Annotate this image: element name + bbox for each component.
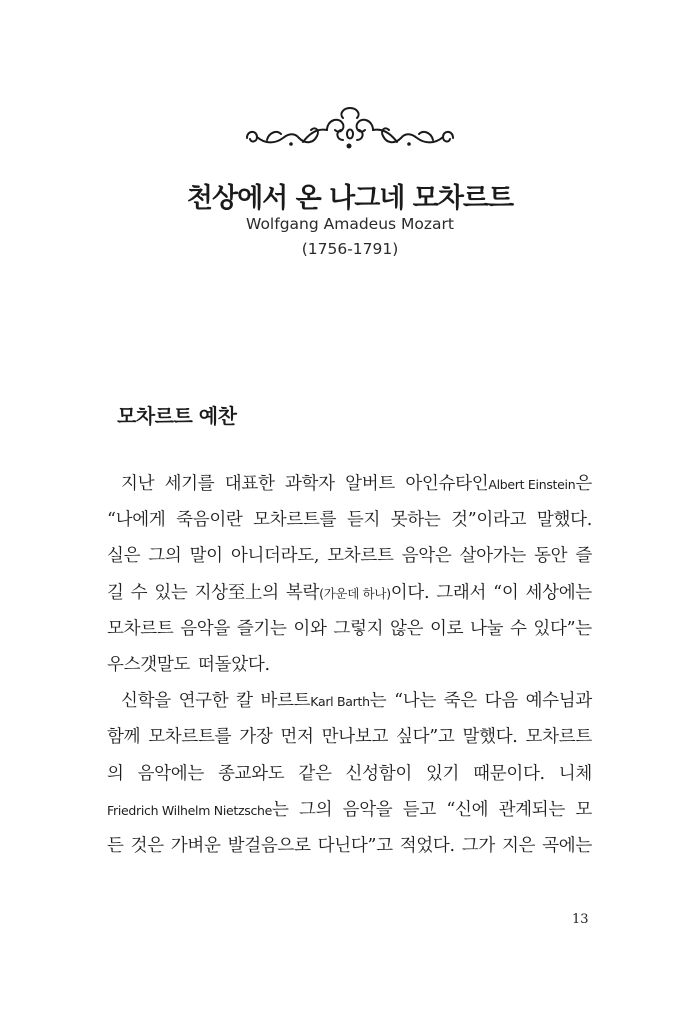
word: 니체 [558,763,592,784]
word: 있기 [425,763,460,784]
word: 다음 [484,691,518,712]
word: 말이 [189,546,223,567]
word: 모차르트 [107,618,174,639]
word: “나는 [394,691,436,712]
text-line [107,542,592,578]
word: 죽은 [443,691,477,712]
word: 세기를 [164,474,215,494]
word: 수 [130,582,148,603]
word: 관계되는 [498,799,565,820]
word: “신에 [446,799,489,820]
composer-years: (1756-1791) [301,240,399,258]
word: 못하는 [390,510,441,531]
word: 신성함이 [345,763,412,784]
word: 음악에는 [137,763,204,784]
word: 길 [107,582,124,603]
word: 알버트 [345,474,395,494]
section-heading: 모차르트 예찬 [117,404,237,428]
word: 우스갯말도 [107,654,191,675]
word: “이 [493,582,519,603]
text-line [107,687,592,723]
text-line [107,651,592,687]
word: 바르트Karl Barth는 [260,691,387,712]
scroll-flourish-ornament-icon [243,100,457,160]
word: 종교와도 [217,763,285,784]
word: 모차르트 [327,546,394,567]
word: 먼저 [280,727,314,748]
word: 가장 [239,727,273,748]
word: 함께 [107,727,141,748]
word: 그의 [148,546,182,567]
text-line [107,470,592,506]
page-number: 13 [572,912,589,927]
word: 만나보고 [321,727,389,748]
word: 모차르트를 [253,510,337,531]
composer-name: Wolfgang Amadeus Mozart [246,215,454,233]
word: 과학자 [284,474,335,494]
word: 말했다. [536,510,592,531]
body-text [107,470,592,868]
word: 대표한 [224,474,275,494]
word: 모차르트를 [148,727,232,748]
text-line [107,506,592,542]
word: 음악을 [342,799,393,820]
word: 같은 [298,763,332,784]
word: 든 [107,835,124,856]
word: 다닌다”고 [317,835,393,856]
word: 연구한 [178,691,229,712]
word: 발걸음으로 [227,835,311,856]
word: 않은 [390,618,424,639]
word: 지은 [501,835,536,856]
word: 지상至上의 [194,582,279,603]
word: 적었다. [399,835,455,856]
word: 이로 [430,618,464,639]
word: 떠돌았다. [198,654,270,675]
word: 지난 [121,474,155,494]
word: 수 [510,618,527,639]
word: 의 [107,763,124,784]
word: 아니더라도, [230,546,320,567]
word: 있는 [154,582,188,603]
word: 말했다. [462,727,518,748]
word: 것”이라고 [451,510,527,531]
word: 죽음이란 [176,510,243,531]
word: 아인슈타인Albert Einstein은 [405,474,592,494]
text-line [107,760,592,796]
text-line [107,579,592,615]
word: 칼 [236,691,253,712]
text-line [107,832,592,868]
word: 것은 [130,835,164,856]
word: 음악을 [180,618,231,639]
word: 모차르트 [525,727,592,748]
word: 가벼운 [170,835,221,856]
word: 살아가는 [459,546,526,567]
word: 듣고 [402,799,436,820]
word: 즐 [575,546,592,567]
word: 듣지 [346,510,381,531]
word: 이와 [293,618,327,639]
text-line [107,796,592,832]
word: 그렇지 [333,618,384,639]
word: 음악은 [401,546,452,567]
word: 즐기는 [236,618,287,639]
text-line [107,723,592,759]
word: 동안 [534,546,568,567]
word: 때문이다. [473,763,545,784]
word: 실은 [107,546,141,567]
word: 곡에는 [542,835,592,856]
word: 예수님과 [525,691,592,712]
word: 있다”는 [533,618,592,639]
word: 신학을 [121,691,171,712]
word: 그래서 [436,582,487,603]
text-line [107,615,592,651]
word: “나에게 [107,510,166,531]
word: 세상에는 [525,582,592,603]
word: 그가 [461,835,495,856]
word: 복락(가운데 하나)이다. [285,582,430,603]
word: 싶다”고 [396,727,455,748]
word: 그의 [299,799,333,820]
word: 모 [575,799,592,820]
word: Friedrich Wilhelm Nietzsche는 [107,799,289,820]
chapter-title: 천상에서 온 나그네 모차르트 [186,183,514,214]
word: 나눌 [470,618,504,639]
